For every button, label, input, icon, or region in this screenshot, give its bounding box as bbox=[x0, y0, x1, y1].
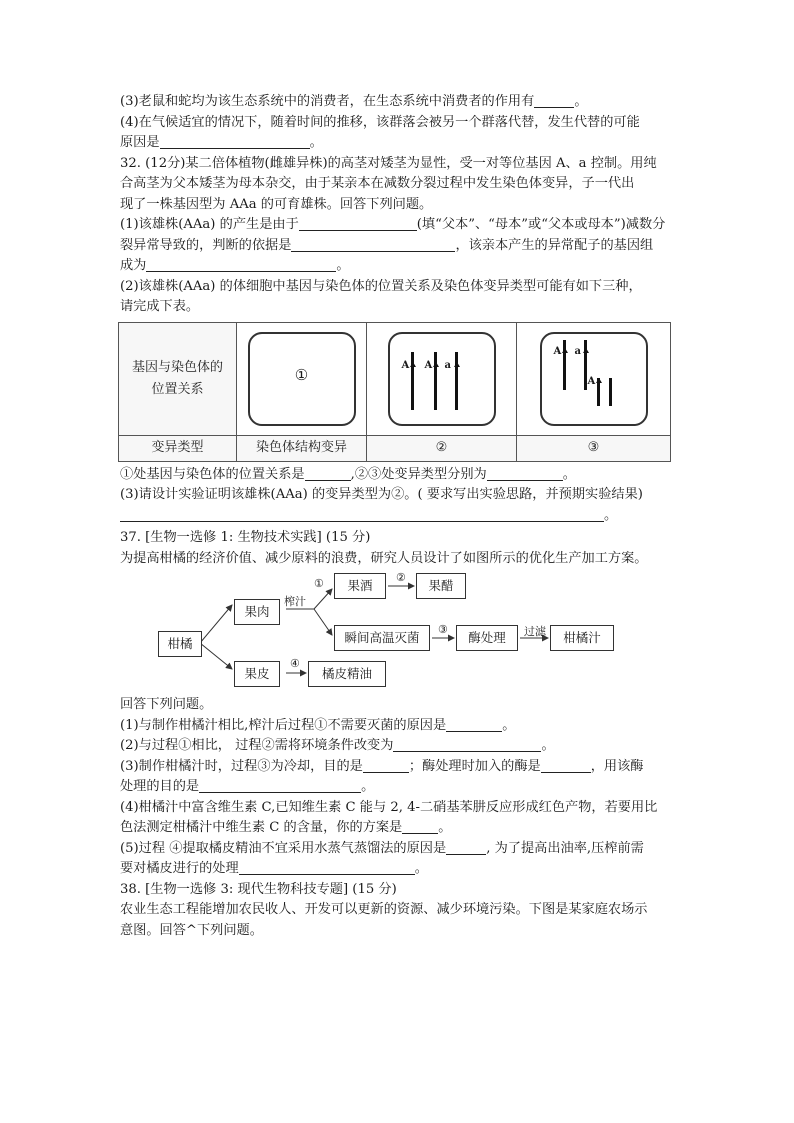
text-line: 合高茎为父本矮茎为母本杂交，由于某亲本在减数分裂过程中发生染色体变异，子一代出 bbox=[120, 176, 635, 191]
answer-blank[interactable] bbox=[393, 737, 541, 752]
table-header-variation: 变异类型 bbox=[119, 435, 237, 461]
chromosome bbox=[597, 378, 600, 406]
table-header-position: 基因与染色体的位置关系 bbox=[119, 322, 237, 435]
chromosome bbox=[434, 352, 437, 410]
cell-diagram-1 bbox=[248, 332, 356, 426]
answer-blank[interactable] bbox=[541, 758, 591, 773]
text-line: (3)请设计实验证明该雄株(AAa) 的变异类型为②。( 要求写出实验思路，并预期实验结果) bbox=[120, 487, 643, 502]
gene-label: a bbox=[574, 345, 581, 357]
chromosome-table bbox=[118, 322, 671, 462]
text-line: (4)在气候适宜的情况下，随着时间的推移，该群落会被另一个群落代替，发生代替的可能 bbox=[120, 114, 640, 130]
flow-box-fruit-wine: 果酒 bbox=[334, 573, 386, 599]
text-line: (1)与制作柑橘汁相比,榨汁后过程①不需要灭菌的原因是 。 bbox=[120, 717, 516, 733]
flow-box-juice: 柑橘汁 bbox=[550, 625, 614, 651]
chromosome bbox=[609, 378, 612, 406]
answer-blank[interactable] bbox=[446, 717, 502, 732]
gene-label: A bbox=[424, 359, 433, 371]
answer-blank[interactable] bbox=[402, 819, 438, 834]
text-line: (2)与过程①相比， 过程②需将环境条件改变为 。 bbox=[120, 738, 555, 753]
text-line: ①处基因与染色体的位置关系是 ,②③处变异类型分别为 。 bbox=[120, 466, 576, 482]
text-line: (3)制作柑橘汁时，过程③为冷却，目的是 ；酶处理时加入的酶是 ，用该酶 bbox=[120, 758, 644, 774]
cell-diagram-2 bbox=[388, 332, 496, 426]
label-press: 榨汁 bbox=[284, 595, 306, 608]
document-page bbox=[120, 92, 676, 941]
text-line: 请完成下表。 bbox=[120, 299, 200, 314]
flow-box-pulp: 果肉 bbox=[234, 599, 280, 625]
gene-label: a bbox=[444, 359, 451, 371]
text-line: 裂异常导致的，判断的依据是 ，该亲本产生的异常配子的基因组 bbox=[120, 237, 654, 253]
process-flowchart bbox=[120, 573, 676, 691]
answer-blank[interactable] bbox=[146, 257, 336, 272]
cell-diagram-3 bbox=[540, 332, 648, 426]
flow-box-enzyme: 酶处理 bbox=[456, 625, 518, 651]
text-line: 处理的目的是 。 bbox=[120, 779, 375, 794]
gene-label: A bbox=[587, 375, 596, 387]
text-line: 意图。回答^下列问题。 bbox=[120, 922, 263, 938]
chromosome bbox=[455, 352, 458, 410]
answer-blank[interactable] bbox=[305, 466, 351, 481]
answer-blank[interactable] bbox=[487, 466, 563, 481]
answer-blank[interactable] bbox=[299, 216, 417, 231]
chromosome bbox=[584, 340, 587, 390]
text-line: (3)老鼠和蛇均为该生态系统中的消费者，在生态系统中消费者的作用有 。 bbox=[120, 94, 588, 109]
question-32-heading: 32. (12分)某二倍体植物(雌雄异株)的高茎对矮茎为显性，受一对等位基因 A、a 控制。用纯 bbox=[120, 155, 657, 171]
text-line: 原因是 。 bbox=[120, 135, 323, 150]
answer-blank[interactable] bbox=[199, 778, 361, 793]
text-line: 为提高柑橘的经济价值、减少原料的浪费，研究人员设计了如图所示的优化生产加工方案。 bbox=[120, 550, 648, 566]
text-line: 回答下列问题。 bbox=[120, 697, 213, 712]
step-label-4: ④ bbox=[290, 657, 300, 670]
text-line: 要对橘皮进行的处理 。 bbox=[120, 861, 428, 876]
table-cell-3 bbox=[517, 322, 671, 435]
gene-label: A bbox=[401, 359, 410, 371]
chromosome bbox=[411, 352, 414, 410]
flow-box-fruit-vinegar: 果醋 bbox=[416, 573, 466, 599]
table-cell-2 bbox=[367, 322, 517, 435]
text-line: (1)该雄株(AAa) 的产生是由于 (填“父本”、“母本”或“父本或母本”)减数分 bbox=[120, 217, 666, 232]
text-line: 。 bbox=[120, 506, 676, 527]
question-37-heading: 37. [生物一选修 1: 生物技术实践] (15 分) bbox=[120, 530, 371, 545]
gene-label: A bbox=[553, 345, 562, 357]
flow-box-peel: 果皮 bbox=[234, 661, 280, 687]
step-label-1: ① bbox=[314, 577, 324, 590]
text-line: 成为 。 bbox=[120, 258, 350, 273]
step-label-2: ② bbox=[396, 571, 406, 584]
table-variation-2: ② bbox=[367, 435, 517, 461]
flow-box-peel-oil: 橘皮精油 bbox=[308, 661, 386, 687]
question-38-heading: 38. [生物一选修 3: 现代生物科技专题] (15 分) bbox=[120, 881, 397, 897]
answer-blank[interactable] bbox=[363, 758, 409, 773]
circled-number-1: ① bbox=[294, 365, 309, 384]
table-cell-1 bbox=[237, 322, 367, 435]
answer-blank[interactable] bbox=[534, 93, 574, 108]
label-filter: 过滤 bbox=[524, 625, 546, 638]
text-line: (4)柑橘汁中富含维生素 C,已知维生素 C 能与 2, 4-二硝基苯肼反应形成红色产物，若要用比 bbox=[120, 799, 658, 815]
answer-blank[interactable] bbox=[120, 507, 604, 522]
answer-blank[interactable] bbox=[239, 860, 415, 875]
answer-blank[interactable] bbox=[446, 840, 486, 855]
answer-blank[interactable] bbox=[291, 237, 455, 252]
table-variation-3: ③ bbox=[517, 435, 671, 461]
text-line: (5)过程 ④提取橘皮精油不宜采用水蒸气蒸馏法的原因是 , 为了提高出油率,压榨前需 bbox=[120, 840, 644, 856]
flow-box-sterilization: 瞬间高温灭菌 bbox=[334, 625, 430, 651]
text-line: 农业生态工程能增加农民收人、开发可以更新的资源、减少环境污染。下图是某家庭农场示 bbox=[120, 902, 648, 917]
step-label-3: ③ bbox=[438, 623, 448, 636]
text-line: (2)该雄株(AAa) 的体细胞中基因与染色体的位置关系及染色体变异类型可能有如下三种， bbox=[120, 278, 642, 294]
table-variation-1: 染色体结构变异 bbox=[237, 435, 367, 461]
answer-blank[interactable] bbox=[160, 134, 310, 149]
flow-box-citrus: 柑橘 bbox=[158, 631, 202, 657]
chromosome bbox=[563, 340, 566, 390]
text-line: 现了一株基因型为 AAa 的可育雄株。回答下列问题。 bbox=[120, 196, 433, 212]
text-line: 色法测定柑橘汁中维生素 C 的含量，你的方案是 。 bbox=[120, 820, 452, 835]
